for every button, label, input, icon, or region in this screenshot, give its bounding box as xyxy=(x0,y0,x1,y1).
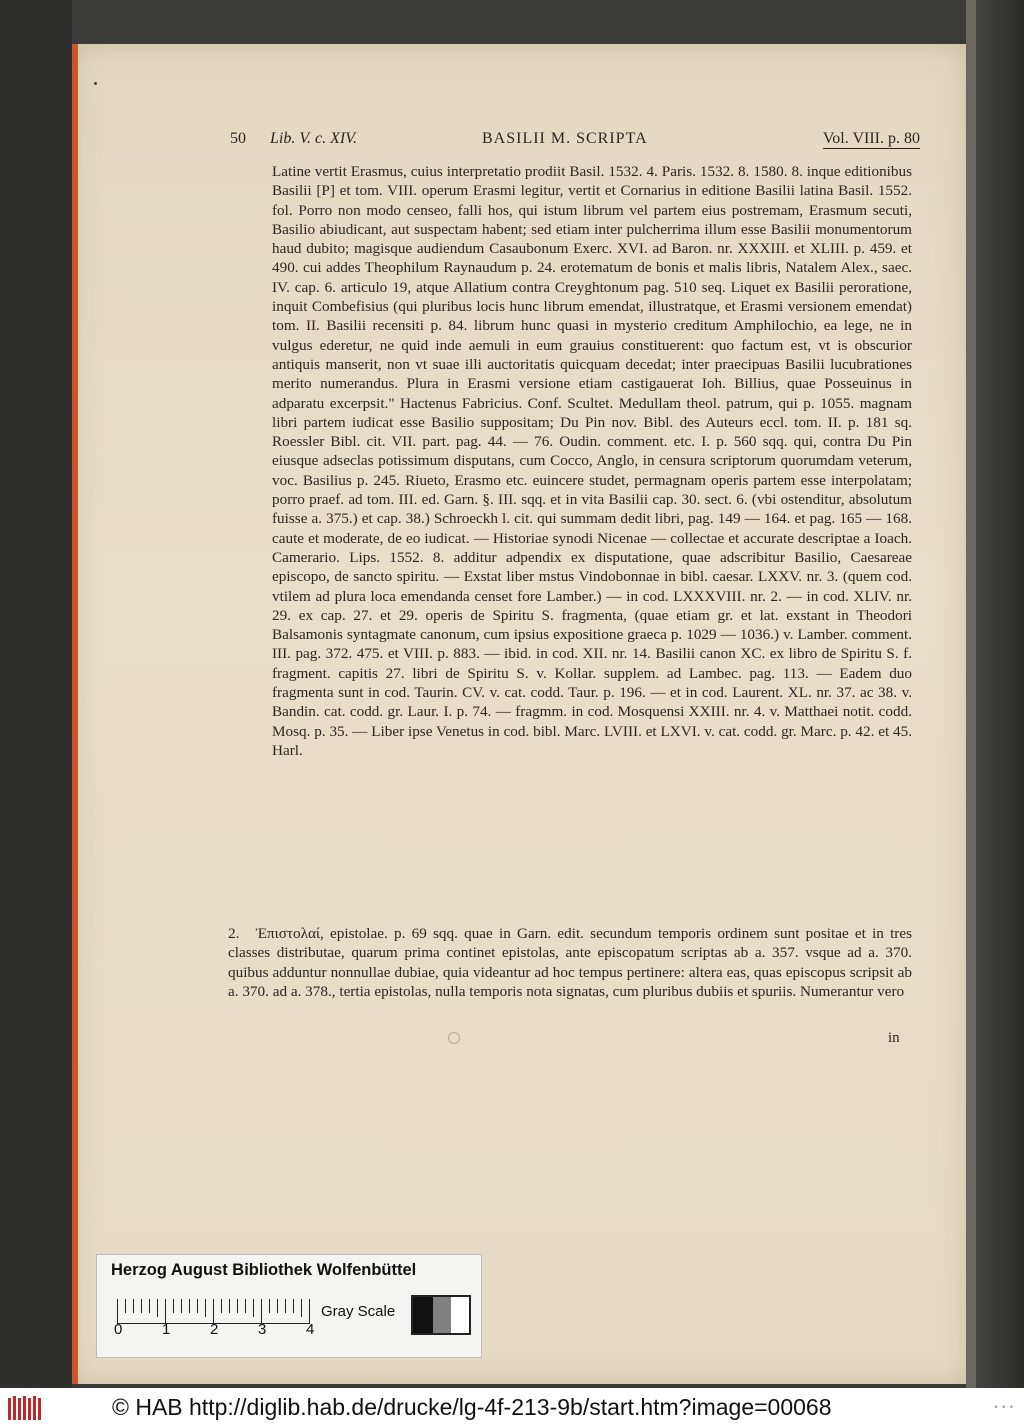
ruler-tick xyxy=(197,1299,198,1313)
ruler-tick xyxy=(213,1299,214,1323)
ink-speck xyxy=(94,82,97,85)
book-reference: Lib. V. c. XIV. xyxy=(270,130,357,147)
black-patch xyxy=(413,1297,433,1333)
ruler-tick xyxy=(165,1299,166,1323)
ruler-tick xyxy=(269,1299,270,1313)
ruler-tick xyxy=(245,1299,246,1313)
citation-link[interactable]: © HAB http://diglib.hab.de/drucke/lg-4f-213-9b/start.htm?image=00068 xyxy=(112,1394,832,1420)
page-edge-red xyxy=(72,44,78,1384)
ruler-label: 2 xyxy=(210,1321,219,1338)
gray-scale-label: Gray Scale xyxy=(321,1303,396,1320)
ruler-tick xyxy=(309,1299,310,1323)
ruler-tick xyxy=(141,1299,142,1313)
ruler-tick xyxy=(301,1299,302,1317)
ruler-tick xyxy=(277,1299,278,1313)
ruler-label: 1 xyxy=(162,1321,171,1338)
ruler-label: 0 xyxy=(114,1321,123,1338)
hab-logo-icon xyxy=(6,1392,46,1424)
volume-reference: Vol. VIII. p. 80 xyxy=(822,130,920,147)
book-edge xyxy=(966,0,976,1388)
paragraph-1: Latine vertit Erasmus, cuius interpretatio prodiit Basil. 1532. 4. Paris. 1532. 8. 1580. 8. inque editionibus Basilii [P] et tom. VIII. operum Erasmi legitur, vertit et Cornarius in editione Basilii latina Basil. 1552. fol. Porro non modo censeo, falli hos, qui istum librum vel partem eius postremam, Erasmum secuti, Basilio abiudicant, aut suspectam habent; sed etiam inter pulcherrima illum esse Basilii monumentorum haud dubito; magisque audiendum Casaubonum Exerc. XVI. ad Baron. nr. XXXIII. et XLIII. p. 459. et 490. cui addes Theophilum Raynaudum p. 24. erotematum de bonis et malis libris, Natalem Alex., saec. IV. cap. 6. articulo 19, atque Allatium contra Creyghtonum pag. 510 seq. Liquet ex Basilii peroratione, inquit Combefisius (qui pluribus locis hunc librum emendat, illustratque, et Erasmi versionem emendat) tom. II. Basilii recensiti p. 84. librum hunc quasi in mysterio creditum Amphilochio, ea lege, ne in vulgus ederetur, ne quid inde aemuli in eum grauius constituerent: quo factum est, vt is obscurior antiquis manserit, non vt suae illi auctoritatis quicquam decedat; inter praecipuas Basilii lucubrationes merito numerandus. Plura in Erasmi versione etiam castigauerat Ioh. Billius, quae Posseuinus in adparatu excerpsit." Hactenus Fabricius. Conf. Scultet. Medullam theol. patrum, qui p. 1055. magnam libri partem iudicat esse Basilio suppositam; Du Pin nov. Bibl. des Auteurs eccl. tom. II. p. 181 sq. Roessler Bibl. cit. VII. part. pag. 44. — 76. Oudin. comment. etc. I. p. 560 sqq. qui, contra Du Pin eiusque adseclas potissimum disputans, cum Cocco, Anglo, in censura scriptorum quorumdam veterum, voc. Basilius p. 245. Riueto, Erasmo etc. euincere studet, permagnam operis partem esse interpolatam; porro praef. ad tom. III. ed. Garn. §. III. sqq. et in vita Basilii cap. 30. sect. 6. (vbi ostenditur, absolutum fuisse a. 375.) et cap. 38.) Schroeckh l. cit. qui summam dedit libri, pag. 149 — 164. et pag. 165 — 168. caute et moderate, de eo iudicat. — Historiae synodi Nicenae — collectae et accurate descriptae a Ioach. Camerario. Lips. 1552. 8. additur adpendix ex disputatione, quae adscribitur Basilio, Caesareae episcopo, de sancto spiritu. — Exstat liber mstus Vindobonnae in bibl. caesar. LXXV. nr. 3. (quem cod. vtilem ad plura loca emendanda censet fore Lamber.) — in cod. LXXXVIII. nr. 2. — in cod. XLIV. nr. 29. ex cap. 27. et 29. operis de Spiritu S. fragmenta, (quae etiam gr. et lat. exstant in Theodori Balsamonis syntagmate canonum, cum ipsius expositione graeca p. 1029 — 1036.) v. Lamber. comment. III. pag. 372. 475. et VIII. p. 883. — ibid. in cod. XII. nr. 14. Basilii canon XC. ex libro de Spiritu S. f. fragment. capitis 27. libri de Spiritu S. v. Kollar. supplem. ad Lambec. pag. 113. — Eadem duo fragmenta sunt in cod. Taurin. CV. v. cat. codd. Taur. p. 196. — et in cod. Laurent. XL. nr. 37. ac 38. v. Bandin. cat. codd. gr. Laur. I. p. 74. — fragmm. in cod. Mosquensi XXIII. nr. 4. v. Matthaei notit. codd. Mosq. p. 35. — Liber ipse Venetus in cod. bibl. Marc. LVIII. et LXVI. v. cat. codd. gr. Marc. p. 42. et 45. Harl. xyxy=(272,163,912,759)
paragraph-2 xyxy=(228,924,912,1001)
ruler-tick xyxy=(181,1299,182,1313)
ruler-tick xyxy=(125,1299,126,1313)
ruler-tick xyxy=(229,1299,230,1313)
ruler-tick xyxy=(133,1299,134,1313)
page-title: BASILII M. SCRIPTA xyxy=(482,130,648,147)
ruler-tick xyxy=(157,1299,158,1317)
greek-heading: Ἐπιστολαί, xyxy=(255,925,324,942)
ruler-tick xyxy=(173,1299,174,1313)
library-name: Herzog August Bibliothek Wolfenbüttel xyxy=(111,1261,417,1279)
gray-patch xyxy=(433,1297,451,1333)
ruler-label: 4 xyxy=(306,1321,315,1338)
catchword: in xyxy=(888,1030,900,1046)
background-left xyxy=(0,0,72,1388)
ruler-tick xyxy=(285,1299,286,1313)
ruler-tick xyxy=(205,1299,206,1317)
gray-scale-patches xyxy=(411,1295,471,1335)
running-header xyxy=(230,130,920,154)
footer-dots: • • • xyxy=(994,1402,1014,1412)
ruler-label: 3 xyxy=(258,1321,267,1338)
paragraph-number: 2. xyxy=(228,925,240,942)
color-calibration-card xyxy=(96,1254,482,1358)
ruler-tick xyxy=(117,1299,118,1323)
stamp-mark xyxy=(448,1032,460,1044)
ruler-tick xyxy=(293,1299,294,1313)
ruler-tick xyxy=(261,1299,262,1323)
footer-bar xyxy=(0,1388,1024,1428)
ruler-tick xyxy=(189,1299,190,1313)
ruler-tick xyxy=(253,1299,254,1317)
page-number: 50 xyxy=(230,130,246,147)
paragraph-2-text: epistolae. p. 69 sqq. quae in Garn. edit. secundum temporis ordinem sunt positae et in tres classes distributae, quarum prima continet epistolas, ante episcopatum scriptas ab a. 357. vsque ad a. 370. quibus adduntur nonnullae dubiae, quia videantur ad hoc tempus pertinere: altera eas, quas episcopus scripsit ab a. 370. ad a. 378., tertia epistolas, nulla temporis nota signatas, cum pluribus dubiis et spuriis. Numerantur vero xyxy=(228,925,913,1000)
ruler-tick xyxy=(237,1299,238,1313)
ruler-tick xyxy=(149,1299,150,1313)
ruler-tick xyxy=(221,1299,222,1313)
